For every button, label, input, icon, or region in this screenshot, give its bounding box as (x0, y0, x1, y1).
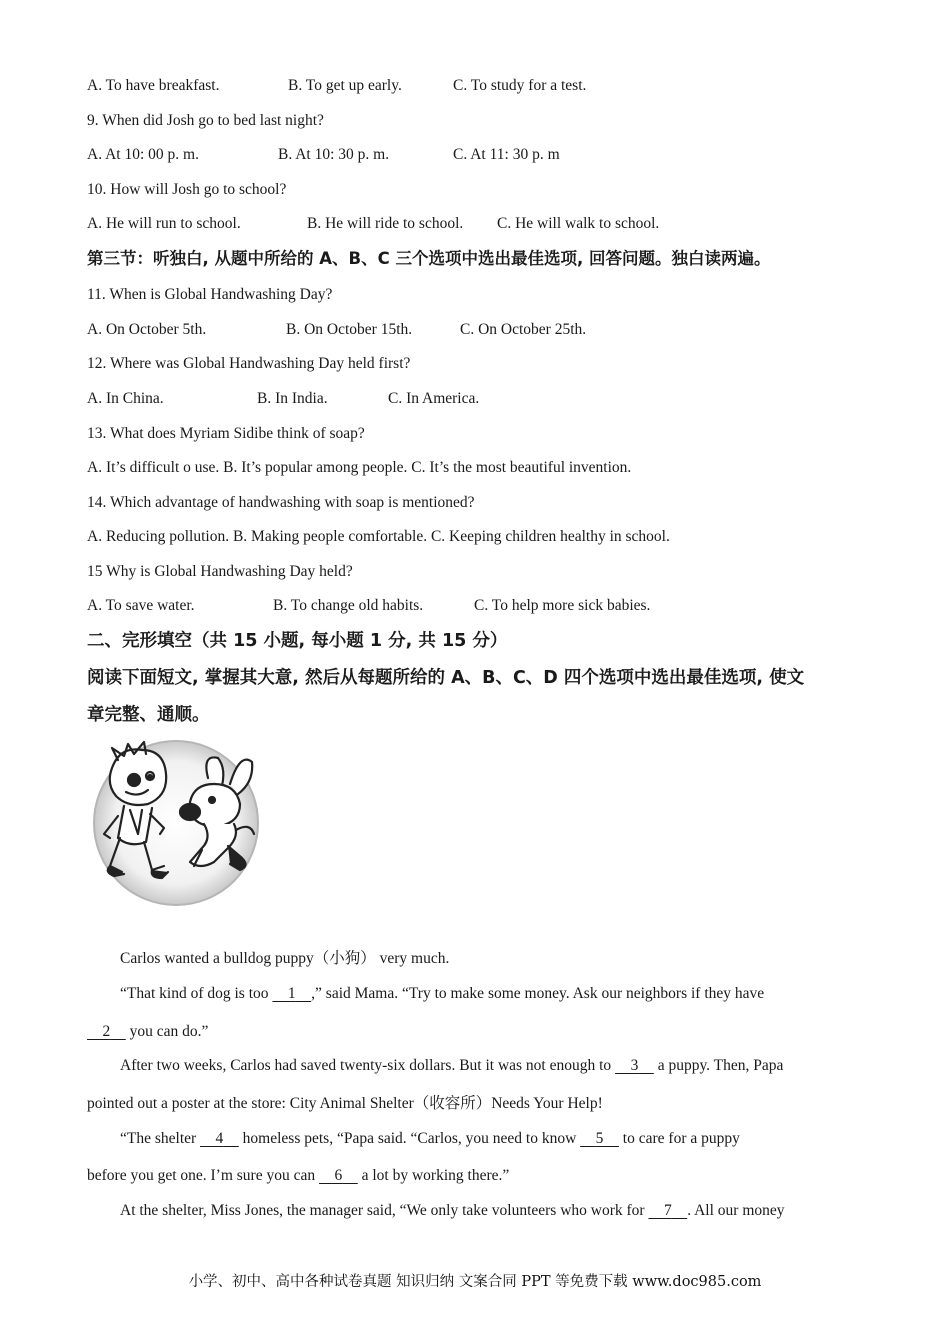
passage-text: you can do.” (125, 1023, 209, 1040)
blank-number: 6 (334, 1167, 343, 1184)
q11-question: 11. When is Global Handwashing Day? (87, 286, 333, 303)
blank-number: 3 (630, 1057, 639, 1074)
q13-question: 13. What does Myriam Sidibe think of soap? (87, 425, 365, 442)
q12-question: 12. Where was Global Handwashing Day held first? (87, 355, 411, 372)
passage-paragraph-4-line1 (120, 1129, 740, 1149)
blank-number: 1 (287, 985, 296, 1002)
blank-1 (272, 984, 311, 1004)
q15-option-c: C. To help more sick babies. (474, 597, 651, 614)
part2-heading: 二、完形填空（共 15 小题, 每小题 1 分, 共 15 分） (87, 631, 508, 651)
q14-options: A. Reducing pollution. B. Making people comfortable. C. Keeping children healthy in school. (87, 528, 670, 545)
blank-number: 7 (663, 1202, 672, 1219)
blank-3 (615, 1056, 654, 1076)
section3-heading: 第三节：听独白, 从题中所给的 A、B、C 三个选项中选出最佳选项, 回答问题。独白读两遍。 (87, 249, 771, 268)
passage-text: a puppy. Then, Papa (653, 1057, 784, 1074)
blank-2 (87, 1022, 126, 1042)
q8-option-c: C. To study for a test. (453, 77, 587, 94)
blank-number: 2 (102, 1023, 111, 1040)
q15-option-b: B. To change old habits. (273, 597, 424, 614)
passage-paragraph-5-line1 (120, 1201, 785, 1221)
q11-option-a: A. On October 5th. (87, 321, 207, 338)
q8-option-b: B. To get up early. (288, 77, 402, 94)
page-footer: 小学、初中、高中各种试卷真题 知识归纳 文案合同 PPT 等免费下载 www.doc985.com (188, 1274, 762, 1290)
passage-paragraph-3-line1 (120, 1056, 783, 1076)
part2-instructions-line1: 阅读下面短文, 掌握其大意, 然后从每题所给的 A、B、C、D 四个选项中选出最佳选项, 使文 (87, 668, 805, 688)
passage-paragraph-4-line2 (87, 1166, 509, 1186)
q14-question: 14. Which advantage of handwashing with soap is mentioned? (87, 494, 475, 511)
passage-paragraph-2-line1 (120, 984, 764, 1004)
blank-7 (648, 1201, 687, 1221)
q9-option-a: A. At 10: 00 p. m. (87, 146, 199, 163)
boy-and-dog-illustration (90, 738, 262, 908)
passage-text: . All our money (687, 1202, 785, 1219)
q15-question: 15 Why is Global Handwashing Day held? (87, 563, 353, 580)
blank-6 (319, 1166, 358, 1186)
q10-option-c: C. He will walk to school. (497, 215, 660, 232)
q8-option-a: A. To have breakfast. (87, 77, 220, 94)
blank-5 (580, 1129, 619, 1149)
passage-text: homeless pets, “Papa said. “Carlos, you need to know (238, 1130, 581, 1147)
passage-text: ,” said Mama. “Try to make some money. Ask our neighbors if they have (311, 985, 765, 1002)
blank-number: 5 (595, 1130, 604, 1147)
blank-4 (200, 1129, 239, 1149)
part2-instructions-line2: 章完整、通顺。 (87, 705, 210, 725)
q10-question: 10. How will Josh go to school? (87, 181, 287, 198)
q9-option-c: C. At 11: 30 p. m (453, 146, 560, 163)
q10-option-b: B. He will ride to school. (307, 215, 464, 232)
passage-text: “That kind of dog is too (120, 985, 273, 1002)
passage-paragraph-2-line2 (87, 1022, 208, 1042)
q15-option-a: A. To save water. (87, 597, 195, 614)
passage-paragraph-1: Carlos wanted a bulldog puppy（小狗） very much. (120, 950, 450, 967)
q9-option-b: B. At 10: 30 p. m. (278, 146, 390, 163)
blank-number: 4 (215, 1130, 224, 1147)
q12-option-b: B. In India. (257, 390, 328, 407)
q9-question: 9. When did Josh go to bed last night? (87, 112, 324, 129)
passage-paragraph-3-line2: pointed out a poster at the store: City Animal Shelter（收容所）Needs Your Help! (87, 1095, 603, 1112)
q13-options: A. It’s difficult o use. B. It’s popular among people. C. It’s the most beautiful invention. (87, 459, 632, 476)
q12-option-a: A. In China. (87, 390, 164, 407)
passage-text: After two weeks, Carlos had saved twenty-six dollars. But it was not enough to (120, 1057, 616, 1074)
passage-text: “The shelter (120, 1130, 201, 1147)
passage-text: to care for a puppy (618, 1130, 740, 1147)
q12-option-c: C. In America. (388, 390, 480, 407)
passage-text: before you get one. I’m sure you can (87, 1167, 319, 1184)
q11-option-b: B. On October 15th. (286, 321, 413, 338)
passage-text: a lot by working there.” (357, 1167, 510, 1184)
q10-option-a: A. He will run to school. (87, 215, 241, 232)
passage-text: At the shelter, Miss Jones, the manager said, “We only take volunteers who work for (120, 1202, 649, 1219)
q11-option-c: C. On October 25th. (460, 321, 587, 338)
